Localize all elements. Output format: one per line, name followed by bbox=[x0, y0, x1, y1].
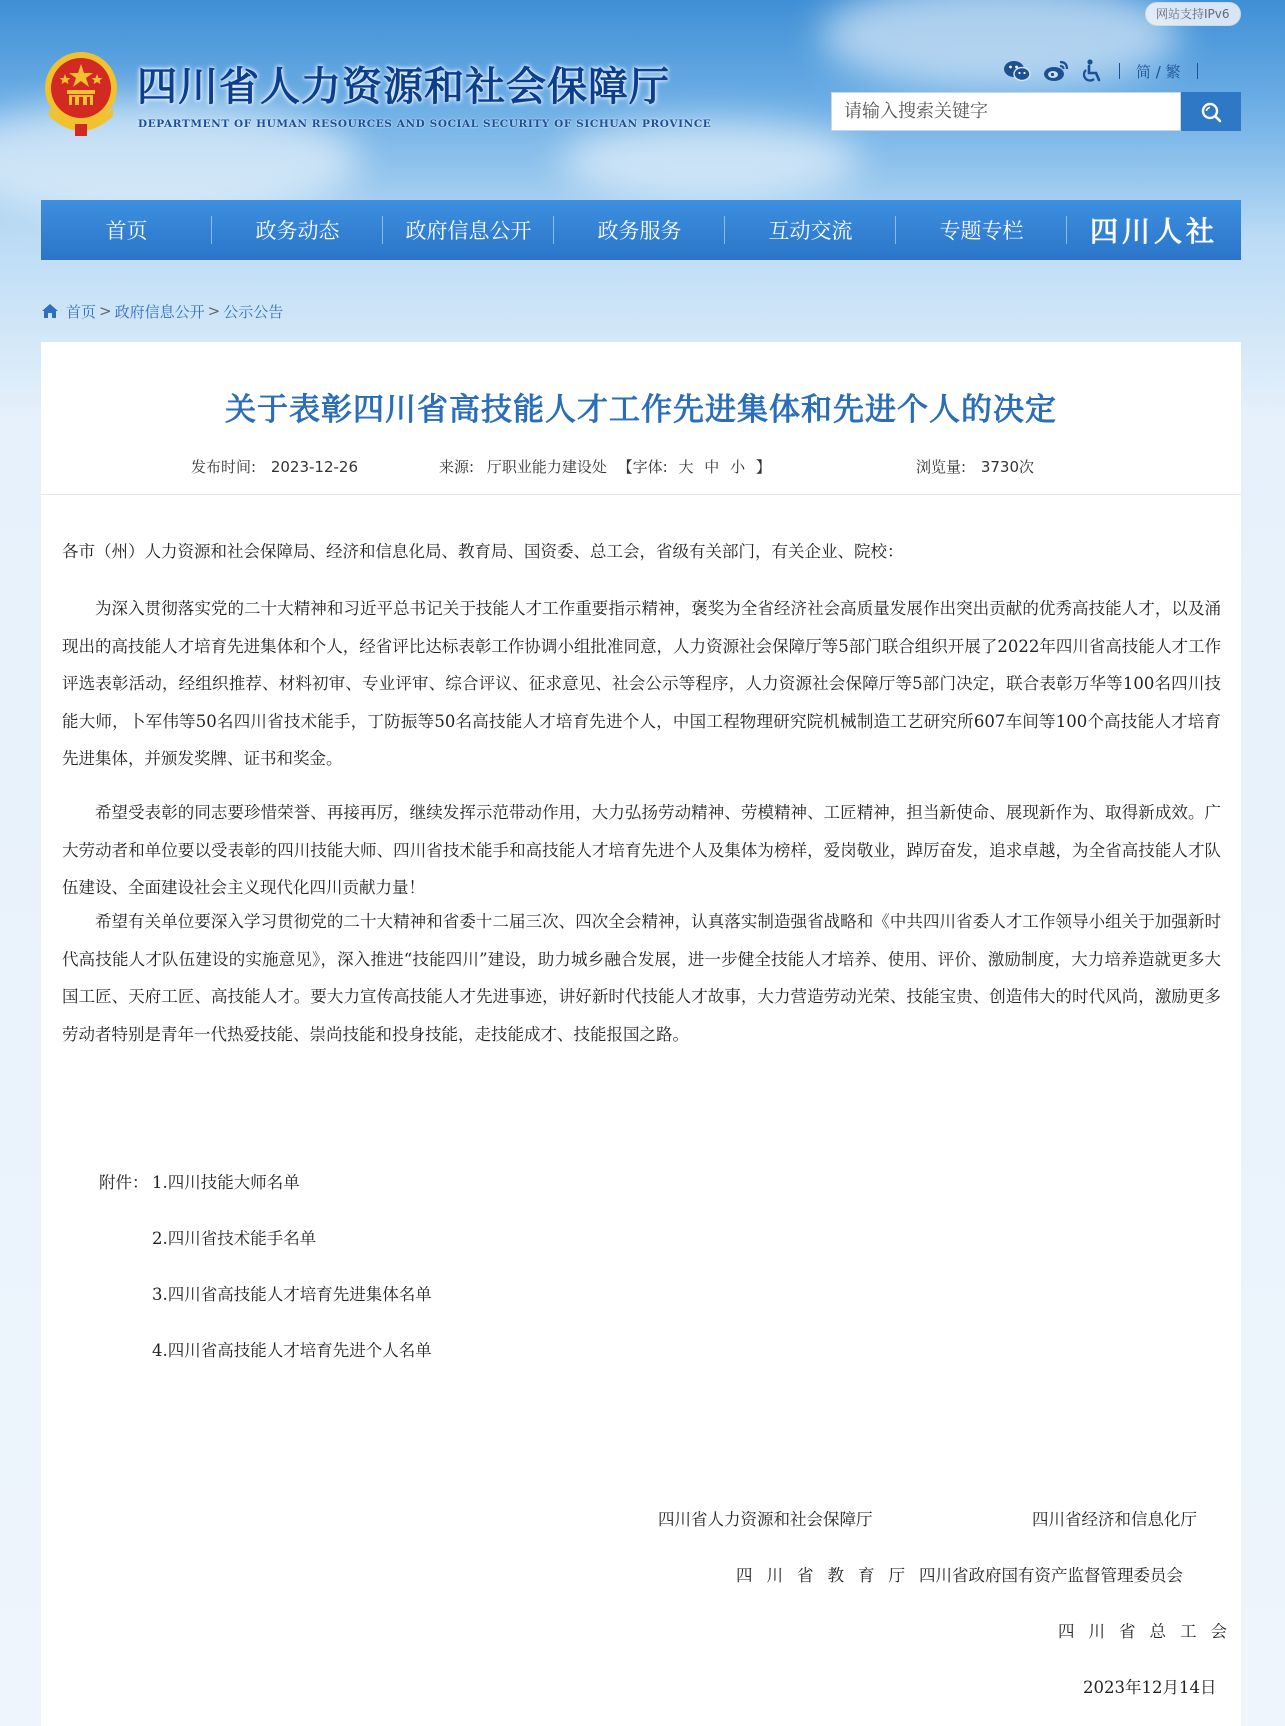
breadcrumb-information-disclosure[interactable]: 政府信息公开 bbox=[114, 302, 205, 321]
nav-government-services[interactable]: 政务服务 bbox=[554, 200, 725, 260]
sign-date: 2023年12月14日 bbox=[1083, 1678, 1217, 1697]
breadcrumb-separator: > bbox=[99, 302, 112, 320]
article-source bbox=[439, 456, 771, 477]
nav-interaction[interactable]: 互动交流 bbox=[725, 200, 896, 260]
font-size-large[interactable]: 大 bbox=[678, 458, 694, 476]
publish-date-label: 发布时间: bbox=[191, 458, 257, 476]
breadcrumb-separator: > bbox=[207, 302, 221, 320]
signatory: 四川省政府国有资产监督管理委员会 bbox=[919, 1566, 1183, 1585]
site-subtitle: DEPARTMENT OF HUMAN RESOURCES AND SOCIAL SECURITY OF SICHUAN PROVINCE bbox=[138, 118, 712, 130]
nav-government-news[interactable]: 政务动态 bbox=[212, 200, 383, 260]
attachment-link[interactable]: 3.四川省高技能人才培育先进集体名单 bbox=[152, 1285, 432, 1304]
tools-divider bbox=[1197, 63, 1198, 79]
signatory: 四川省总工会 bbox=[1058, 1622, 1241, 1641]
weibo-icon[interactable] bbox=[1043, 59, 1069, 83]
search-input[interactable] bbox=[831, 92, 1181, 131]
source-label: 来源: bbox=[439, 458, 475, 476]
attachment-link[interactable]: 2.四川省技术能手名单 bbox=[152, 1229, 317, 1248]
breadcrumb bbox=[41, 300, 283, 322]
attachment-link[interactable]: 1.四川技能大师名单 bbox=[152, 1173, 300, 1192]
article-paragraph: 为深入贯彻落实党的二十大精神和习近平总书记关于技能人才工作重要指示精神，褒奖为全省经济社会高质量发展作出突出贡献的优秀高技能人才，以及涌现出的高技能人才培育先进集体和个人，经省评比达标表彰工作协调小组批准同意，人力资源社会保障厅等5部门联合组织开展了2022年四川省高技能人才工作评选表彰活动，经组织推荐、材料初审、专业评审、综合评议、征求意见、社会公示等程序，人力资源社会保障厅等5部门决定，联合表彰万华等100名四川技能大师，卜军伟等50名四川省技术能手，丁防振等50名高技能人才培育先进个人，中国工程物理研究院机械制造工艺研究所607车间等100个高技能人才培育先进集体，并颁发奖牌、证书和奖金。 bbox=[62, 599, 1221, 768]
signatory: 四川省人力资源和社会保障厅 bbox=[658, 1510, 873, 1529]
signatory: 四川省教育厅 bbox=[736, 1566, 919, 1585]
article-card bbox=[41, 342, 1241, 1726]
wechat-icon[interactable] bbox=[1003, 59, 1031, 83]
article-paragraph: 希望有关单位要深入学习贯彻党的二十大精神和省委十二届三次、四次全会精神，认真落实制造强省战略和《中共四川省委人才工作领导小组关于加强新时代高技能人才队伍建设的实施意见》，深入推进“技能四川”建设，助力城乡融合发展，进一步健全技能人才培养、使用、评价、激励制度，大力培养造就更多大国工匠、天府工匠、高技能人才。要大力宣传高技能人才先进事迹，讲好新时代技能人才故事，大力营造劳动光荣、技能宝贵、创造伟大的时代风尚，激励更多劳动者特别是青年一代热爱技能、崇尚技能和投身技能，走技能成才、技能报国之路。 bbox=[62, 912, 1221, 1044]
breadcrumb-announcements[interactable]: 公示公告 bbox=[223, 302, 284, 321]
main-nav bbox=[41, 200, 1241, 260]
nav-information-disclosure[interactable]: 政府信息公开 bbox=[383, 200, 554, 260]
ipv6-badge: 网站支持IPv6 bbox=[1145, 2, 1241, 26]
accessibility-icon[interactable] bbox=[1081, 59, 1103, 83]
nav-home[interactable]: 首页 bbox=[41, 200, 212, 260]
title-divider bbox=[41, 494, 1241, 495]
site-title: 四川省人力资源和社会保障厅 bbox=[137, 63, 670, 110]
font-size-small[interactable]: 小 bbox=[730, 458, 746, 476]
tools-divider bbox=[1119, 63, 1120, 79]
publish-date-value: 2023-12-26 bbox=[270, 458, 359, 476]
lang-slash: / bbox=[1155, 62, 1161, 81]
national-emblem-icon bbox=[41, 50, 121, 138]
lang-simplified-link[interactable]: 简 bbox=[1136, 62, 1152, 81]
header-tools bbox=[1003, 58, 1202, 84]
search-icon bbox=[1199, 100, 1223, 124]
view-count bbox=[916, 456, 1034, 477]
font-size-label: 【字体: bbox=[617, 458, 668, 476]
article-paragraph: 希望受表彰的同志要珍惜荣誉、再接再厉，继续发挥示范带动作用，大力弘扬劳动精神、劳模精神、工匠精神，担当新使命、展现新作为、取得新成效。广大劳动者和单位要以受表彰的四川技能大师、四川省技术能手和高技能人才培育先进个人及集体为榜样，爱岗敬业，踔厉奋发，追求卓越，为全省高技能人才队伍建设、全面建设社会主义现代化四川贡献力量！ bbox=[62, 803, 1221, 897]
home-icon bbox=[41, 303, 59, 319]
search-button[interactable] bbox=[1181, 92, 1241, 131]
view-count-value: 3730次 bbox=[980, 458, 1035, 476]
attachments-label: 附件： bbox=[99, 1173, 149, 1192]
site-header bbox=[0, 0, 1285, 195]
signatory: 四川省经济和信息化厅 bbox=[1032, 1510, 1197, 1529]
font-size-close: 】 bbox=[755, 458, 771, 476]
article-salutation: 各市（州）人力资源和社会保障局、经济和信息化局、教育局、国资委、总工会，省级有关部门，有关企业、院校： bbox=[62, 542, 904, 561]
article-title: 关于表彰四川省高技能人才工作先进集体和先进个人的决定 bbox=[225, 392, 1057, 428]
attachment-link[interactable]: 4.四川省高技能人才培育先进个人名单 bbox=[152, 1341, 432, 1360]
lang-traditional-link[interactable]: 繁 bbox=[1165, 62, 1181, 81]
font-size-medium[interactable]: 中 bbox=[704, 458, 720, 476]
sichuan-renshe-logo[interactable]: 四川人社 bbox=[1089, 215, 1218, 248]
view-count-label: 浏览量: bbox=[916, 458, 967, 476]
nav-special-topics[interactable]: 专题专栏 bbox=[896, 200, 1067, 260]
source-value: 厅职业能力建设处 bbox=[486, 458, 607, 476]
lang-switch bbox=[1136, 61, 1181, 82]
publish-date bbox=[191, 456, 358, 477]
breadcrumb-home[interactable]: 首页 bbox=[66, 302, 97, 321]
